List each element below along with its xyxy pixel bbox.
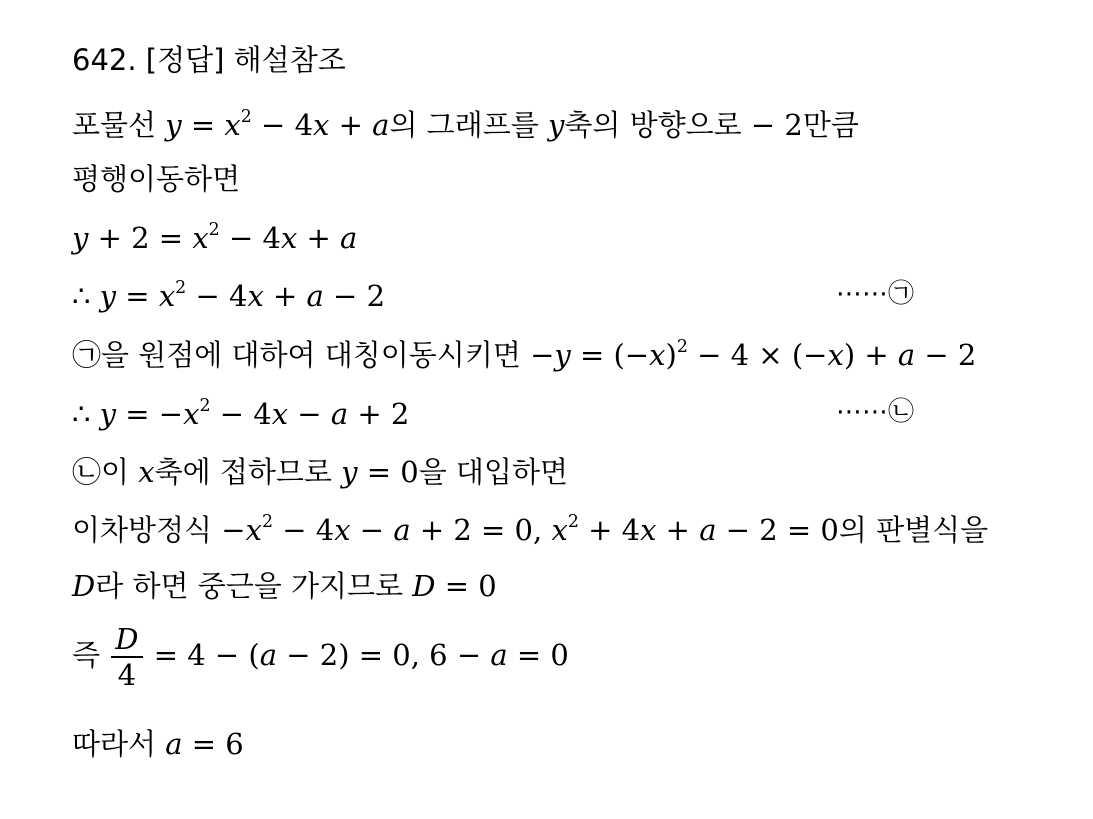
var-y: y xyxy=(99,279,117,313)
var-a: a xyxy=(393,513,411,547)
therefore-symbol: ∴ xyxy=(72,397,100,431)
text: 만큼 xyxy=(802,108,859,142)
math: − 2 xyxy=(323,279,386,313)
math: − 4 xyxy=(251,108,314,142)
var-a: a xyxy=(259,638,278,672)
line-equation-2 xyxy=(72,276,385,316)
var-x: x xyxy=(334,513,351,547)
text: 즉 xyxy=(72,638,110,672)
var-y: y xyxy=(72,221,89,255)
math: = xyxy=(116,279,159,313)
line-translate: 평행이동하면 xyxy=(72,162,241,196)
math: − 4 xyxy=(210,397,272,431)
var-x: x xyxy=(649,338,666,372)
math: − xyxy=(530,338,555,372)
line-fraction xyxy=(72,622,569,692)
math: + xyxy=(263,279,307,313)
math: − 2 xyxy=(915,338,977,372)
exponent: 2 xyxy=(567,511,579,532)
var-a: a xyxy=(897,338,916,372)
var-x: x xyxy=(551,513,568,547)
var-a: a xyxy=(490,638,508,672)
var-a: a xyxy=(340,221,358,255)
line-quadratic xyxy=(72,510,988,550)
page-title: 642. [정답] 해설참조 xyxy=(72,43,346,77)
math: + 4 xyxy=(578,513,641,547)
text: 축의 방향으로 xyxy=(564,108,751,142)
math: − 2) = 0, 6 − xyxy=(277,638,491,672)
text: 포물선 xyxy=(72,108,166,142)
math: = 0 xyxy=(357,455,419,489)
therefore-symbol: ∴ xyxy=(72,279,100,313)
math: + xyxy=(656,513,700,547)
math: − 4 xyxy=(186,279,248,313)
var-x: x xyxy=(245,513,262,547)
text: 의 판별식을 xyxy=(838,513,989,547)
fraction-numerator: D xyxy=(115,622,139,656)
math: + 2 xyxy=(348,397,410,431)
text: 을 대입하면 xyxy=(418,455,568,489)
line-discriminant xyxy=(72,566,497,606)
var-x: x xyxy=(313,108,330,142)
math: + 2 = 0, xyxy=(410,513,552,547)
fraction xyxy=(111,622,142,692)
math: = 4 − ( xyxy=(144,638,260,672)
line-answer xyxy=(72,724,244,764)
var-x: x xyxy=(183,397,200,431)
var-x: x xyxy=(640,513,657,547)
math: = xyxy=(181,108,225,142)
fraction-denominator: 4 xyxy=(111,656,142,692)
text: 이차방정식 xyxy=(72,513,222,547)
var-x: x xyxy=(827,338,844,372)
text: ㉠을 원점에 대하여 대칭이동시키면 xyxy=(72,338,531,372)
math: ) xyxy=(665,338,677,372)
math: + xyxy=(297,221,341,255)
math: = 6 xyxy=(182,727,244,761)
math: − 4 × (− xyxy=(687,338,828,372)
exponent: 2 xyxy=(261,511,274,532)
math: − xyxy=(288,397,331,431)
line-parabola xyxy=(72,105,859,145)
var-x: x xyxy=(138,455,155,489)
var-x: x xyxy=(224,108,241,142)
var-x: x xyxy=(271,397,289,431)
exponent: 2 xyxy=(676,336,688,357)
var-x: x xyxy=(247,279,264,313)
var-y: y xyxy=(547,108,565,142)
var-D: D xyxy=(72,569,96,603)
line-equation-1 xyxy=(72,218,357,258)
exponent: 2 xyxy=(199,395,211,416)
math: = (− xyxy=(570,338,650,372)
var-y: y xyxy=(341,455,358,489)
var-x: x xyxy=(158,279,176,313)
var-a: a xyxy=(306,279,324,313)
math: − 2 = 0 xyxy=(716,513,839,547)
math: ) + xyxy=(843,338,898,372)
var-a: a xyxy=(330,397,349,431)
text: 따라서 xyxy=(72,727,166,761)
var-a: a xyxy=(699,513,717,547)
math: = 0 xyxy=(435,569,497,603)
exponent: 2 xyxy=(208,219,220,240)
line-tangent xyxy=(72,452,568,492)
var-D: D xyxy=(412,569,436,603)
line-reflection xyxy=(72,335,976,375)
math: = − xyxy=(116,397,184,431)
exponent: 2 xyxy=(240,106,252,127)
var-x: x xyxy=(192,221,209,255)
exponent: 2 xyxy=(175,277,187,298)
equation-tag-2: ⋯⋯㉡ xyxy=(836,397,915,427)
var-y: y xyxy=(165,108,182,142)
var-y: y xyxy=(99,397,117,431)
var-a: a xyxy=(165,727,183,761)
var-a: a xyxy=(372,108,390,142)
text: 라 하면 중근을 가지므로 xyxy=(95,569,413,603)
var-y: y xyxy=(554,338,571,372)
math: + 2 = xyxy=(88,221,193,255)
text: ㉡이 xyxy=(72,455,139,489)
math: − 4 xyxy=(273,513,335,547)
var-x: x xyxy=(280,221,298,255)
text: 의 그래프를 xyxy=(389,108,548,142)
math: = 0 xyxy=(507,638,569,672)
math: − 2 xyxy=(750,108,803,142)
line-equation-3 xyxy=(72,394,409,434)
math: + xyxy=(329,108,373,142)
equation-tag-1: ⋯⋯㉠ xyxy=(836,279,915,309)
math: − xyxy=(350,513,394,547)
math: − 4 xyxy=(219,221,281,255)
math: − xyxy=(221,513,246,547)
text: 축에 접하므로 xyxy=(154,455,342,489)
